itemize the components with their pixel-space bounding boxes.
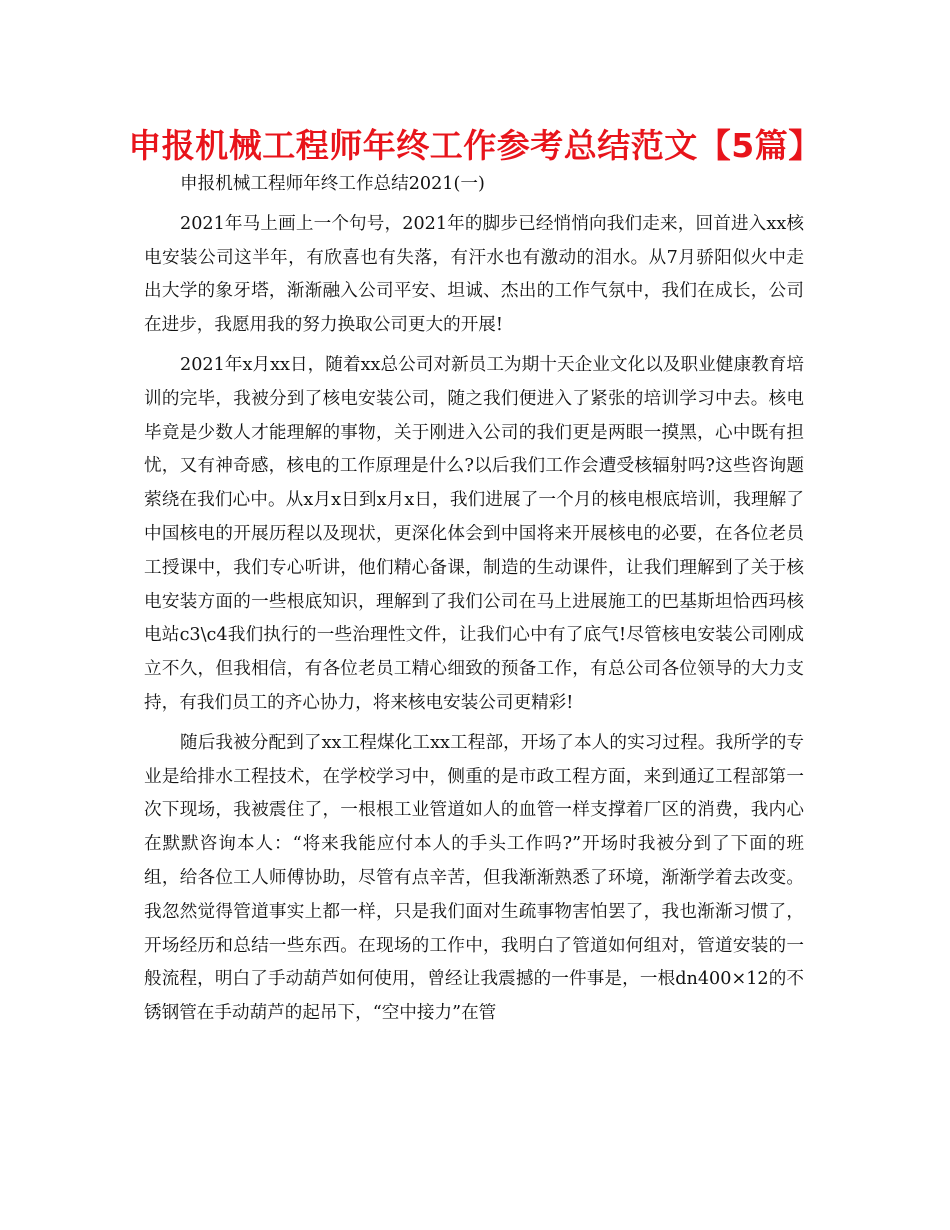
paragraph-1: 2021年马上画上一个句号，2021年的脚步已经悄悄向我们走来，回首进入xx核电安装公司这半年，有欣喜也有失落，有汗水也有激动的泪水。从7月骄阳似火中走出大学的象牙塔，渐渐融入公司平安、坦诚、杰出的工作气氛中，我们在成长，公司在进步，我愿用我的努力换取公司更大的开展! — [144, 213, 804, 336]
document-body — [144, 168, 804, 1031]
section-subtitle: 申报机械工程师年终工作总结2021(一) — [180, 174, 485, 194]
paragraph-3: 随后我被分配到了xx工程煤化工xx工程部，开场了本人的实习过程。我所学的专业是给排水工程技术，在学校学习中，侧重的是市政工程方面，来到通辽工程部第一次下现场，我被震住了，一根根工业管道如人的血管一样支撑着厂区的消费，我内心在默默咨询本人：“将来我能应付本人的手头工作吗?”开场时我被分到了下面的班组，给各位工人师傅协助，尽管有点辛苦，但我渐渐熟悉了环境，渐渐学着去改变。我忽然觉得管道事实上都一样，只是我们面对生疏事物害怕罢了，我也渐渐习惯了，开场经历和总结一些东西。在现场的工作中，我明白了管道如何组对，管道安装的一般流程，明白了手动葫芦如何使用，曾经让我震撼的一件事是，一根dn400×12的不锈钢管在手动葫芦的起吊下，“空中接力”在管 — [144, 732, 804, 1024]
paragraph-2: 2021年x月xx日，随着xx总公司对新员工为期十天企业文化以及职业健康教育培训的完毕，我被分到了核电安装公司，随之我们便进入了紧张的培训学习中去。核电毕竟是少数人才能理解的事物，关于刚进入公司的我们更是两眼一摸黑，心中既有担忧，又有神奇感，核电的工作原理是什么?以后我们工作会遭受核辐射吗?这些咨询题萦绕在我们心中。从x月x日到x月x日，我们进展了一个月的核电根底培训，我理解了中国核电的开展历程以及现状，更深化体会到中国将来开展核电的必要，在各位老员工授课中，我们专心听讲，他们精心备课，制造的生动课件，让我们理解到了关于核电安装方面的一些根底知识，理解到了我们公司在马上进展施工的巴基斯坦恰西玛核电站c3\c4我们执行的一些治理性文件，让我们心中有了底气!尽管核电安装公司刚成立不久，但我相信，有各位老员工精心细致的预备工作，有总公司各位领导的大力支持，有我们员工的齐心协力，将来核电安装公司更精彩! — [144, 354, 804, 713]
document-title: 申报机械工程师年终工作参考总结范文【5篇】 — [128, 126, 822, 165]
